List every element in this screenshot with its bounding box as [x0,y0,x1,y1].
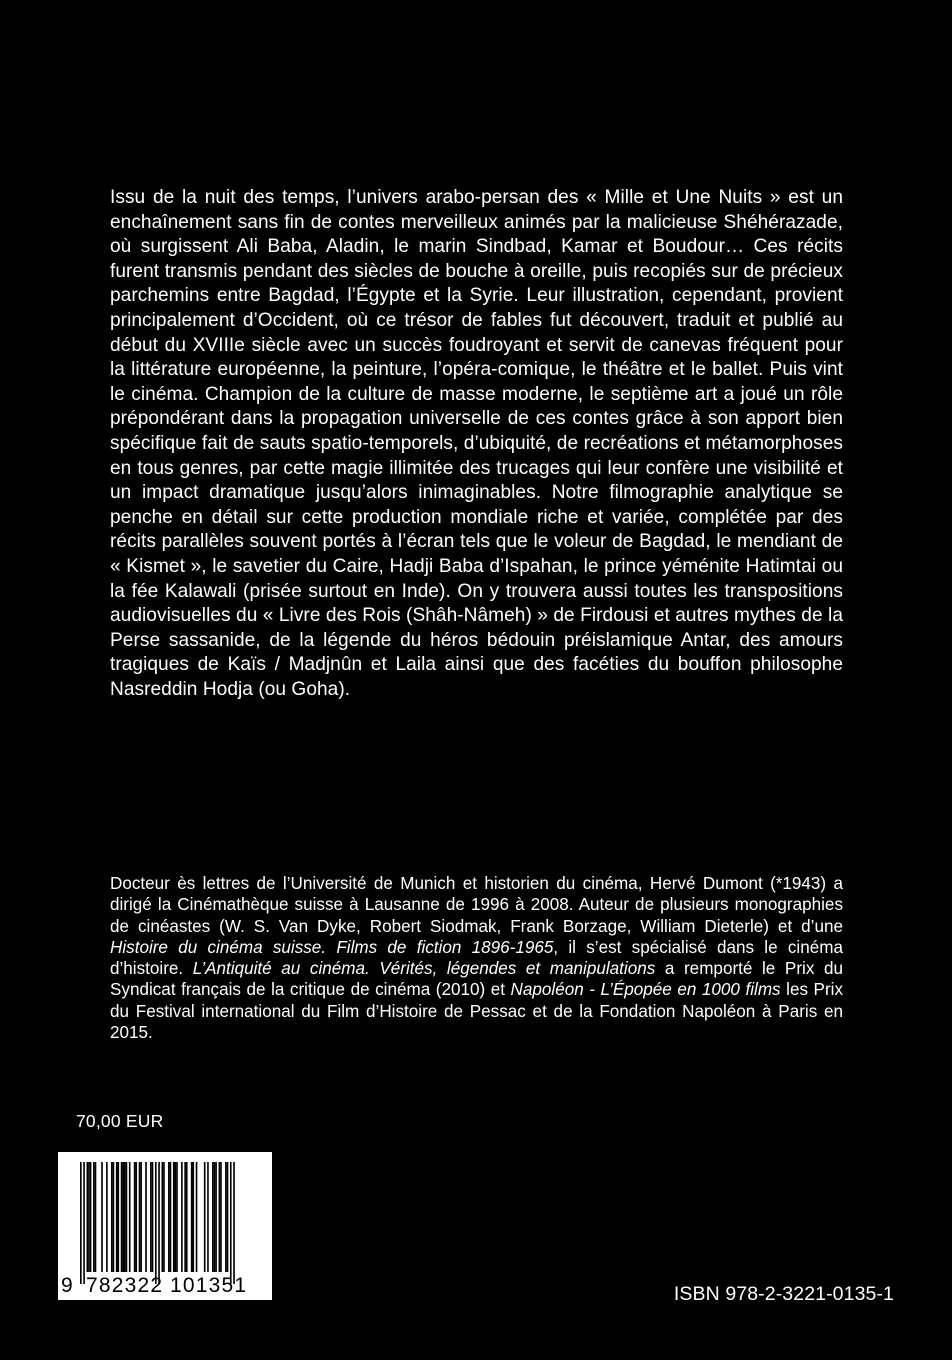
bio-book-title-3: Napoléon - L’Épopée en 1000 films [510,980,781,1000]
bio-text-segment-1: Docteur ès lettres de l’Université de Munich et historien du cinéma, Hervé Dumont (*1943) a dirigé la Cinémathèque suisse à Lausanne de 1996 à 2008. Auteur de plusieurs monographies de cinéastes (W. S. Van Dyke, Robert Siodmak, Frank Borzage, William Dieterle) et d’une [110,874,843,936]
isbn-label: ISBN 978-2-3221-0135-1 [673,1283,894,1305]
barcode-right-group: 101351 [170,1274,248,1297]
bio-text-segment-2: , il s’est spécialisé dans le cinéma d’histoire. [110,937,843,979]
price-label: 70,00 EUR [76,1111,164,1131]
bio-text-segment-4: les Prix du Festival international du Film d’Histoire de Pessac et de la Fondation Napoléon à Paris en 2015. [110,980,843,1043]
ean13-barcode [58,1152,272,1300]
barcode-digits [58,1274,272,1298]
blurb-paragraph: Issu de la nuit des temps, l’univers arabo-persan des « Mille et Une Nuits » est un enchaînement sans fin de contes merveilleux animés par la malicieuse Shéhérazade, où surgissent Ali Baba, Aladin, le marin Sindbad, Kamar et Boudour… Ces récits furent transmis pendant des siècles de bouche à oreille, puis recopiés sur de précieux parchemins entre Bagdad, l’Égypte et la Syrie. Leur illustration, cependant, provient principalement d’Occident, où ce trésor de fables fut découvert, traduit et publié au début du XVIIIe siècle avec un succès foudroyant et servit de canevas fréquent pour la littérature européenne, la peinture, l’opéra-comique, le théâtre et le ballet. Puis vint le cinéma. Champion de la culture de masse moderne, le septième art a joué un rôle prépondérant dans la propagation universelle de ces contes grâce à son apport bien spécifique fait de sauts spatio-temporels, d’ubiquité, de recréations et métamorphoses en tous genres, par cette magie illimitée des trucages qui leur confère une visibilité et un impact dramatique jusqu’alors inimaginables. Notre filmographie analytique se penche en détail sur cette production mondiale riche et variée, complétée par des récits parallèles souvent portés à l’écran tels que le voleur de Bagdad, le mendiant de « Kismet », le savetier du Caire, Hadji Baba d’Ispahan, le prince yéménite Hatimtai ou la fée Kalawali (prisée surtout en Inde). On y trouvera aussi toutes les transpositions audiovisuelles du « Livre des Rois (Shâh-Nâmeh) » de Firdousi et autres mythes de la Perse sassanide, de la légende du héros bédouin préislamique Antar, des amours tragiques de Kaïs / Madjnûn et Laila ainsi que des facéties du bouffon philosophe Nasreddin Hodja (ou Goha). [110,187,843,700]
author-biography [110,873,843,1043]
bio-text-segment-3: a remporté le Prix du Syndicat français de la critique de cinéma (2010) et [110,959,843,1000]
bio-book-title-1: Histoire du cinéma suisse. Films de fiction 1896-1965 [110,937,554,957]
barcode-lead-digit: 9 [61,1274,73,1297]
bio-book-title-2: L’Antiquité au cinéma. Vérités, légendes et manipulations [192,959,656,979]
book-description-blurb [110,186,843,702]
bio-paragraph [110,873,843,1043]
barcode-left-group: 782322 [86,1274,164,1297]
